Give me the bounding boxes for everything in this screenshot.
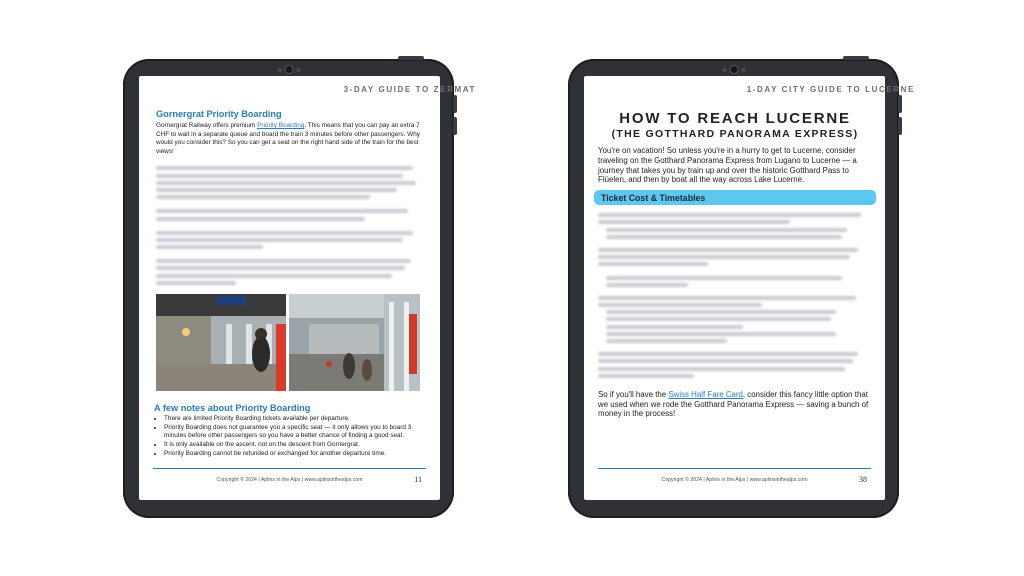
intro-paragraph: Gornergrat Railway offers premium Priority Boarding. This means that you can pay an extra 7 CHF to wait in a separate queue and board the train 3 minutes before other passengers. Why would you consider this? So you can get a seat on the right hand side of the train for the best views!: [156, 122, 420, 155]
page-left: [139, 76, 476, 500]
notes-heading: A few notes about Priority Boarding: [154, 403, 311, 413]
notes-list: [154, 415, 426, 459]
page-number: 11: [414, 475, 422, 484]
tablet-volume-button: [898, 95, 902, 113]
list-item: • There are limited Priority Boarding tickets available per departure.: [164, 415, 426, 423]
tablet-camera: [277, 66, 300, 73]
tablet-top-button: [843, 56, 869, 60]
tablet-top-button: [398, 56, 424, 60]
blurred-text-block: [156, 166, 424, 284]
page-footer: Copyright © 2024 | Aplins in the Alps | www.aplinsinthealps.com 11: [153, 468, 426, 490]
tablet-volume-button: [453, 95, 457, 113]
intro-paragraph: You're on vacation! So unless you're in a hurry to get to Lucerne, consider traveling on the Gotthard Panorama Express from Lugano to Lucerne — a journey that takes you by train up and over the historic Gotthard Pass to Flüelen, and then by boat all the way across Lake Lucerne.: [598, 146, 857, 185]
tablet-right: [568, 59, 915, 518]
tablet-volume-button: [453, 117, 457, 135]
swiss-half-fare-card-link[interactable]: Swiss Half Fare Card: [668, 389, 743, 399]
page-subtitle: (THE GOTTHARD PANORAMA EXPRESS): [611, 128, 859, 140]
running-head: 1-DAY CITY GUIDE TO LUCERNE: [746, 85, 915, 94]
station-photo-left: [156, 294, 286, 391]
list-item: • Priority Boarding does not guarantee you a specific seat — it only allows you to board 3 minutes before other passengers so you have a better chance of finding a good seat.: [164, 424, 426, 441]
tablet-left: [123, 59, 476, 518]
page-title: HOW TO REACH LUCERNE: [619, 110, 851, 127]
running-head: 3-DAY GUIDE TO ZERMAT: [343, 85, 476, 94]
section-band: Ticket Cost & Timetables: [594, 190, 876, 205]
tablet-volume-button: [898, 117, 902, 135]
list-item: • Priority Boarding cannot be refunded or exchanged for another departure time.: [164, 450, 426, 458]
page-number: 38: [859, 475, 867, 484]
station-photo-right: [289, 294, 419, 391]
list-item: • It is only available on the ascent, not on the descent from Gornergrat.: [164, 441, 426, 449]
page-footer: Copyright © 2024 | Aplins in the Alps | www.aplinsinthealps.com 38: [598, 468, 871, 490]
page-right: [584, 76, 915, 500]
tablet-camera: [722, 66, 745, 73]
priority-boarding-link[interactable]: Priority Boarding: [257, 122, 305, 129]
section-heading: Gornergrat Priority Boarding: [156, 109, 282, 119]
blurred-text-block: [594, 213, 876, 378]
closing-paragraph: So if you'll have the Swiss Half Fare Card, consider this fancy little option that we used when we rode the Gotthard Panorama Express — saving a bunch of money in the process!: [598, 389, 869, 419]
